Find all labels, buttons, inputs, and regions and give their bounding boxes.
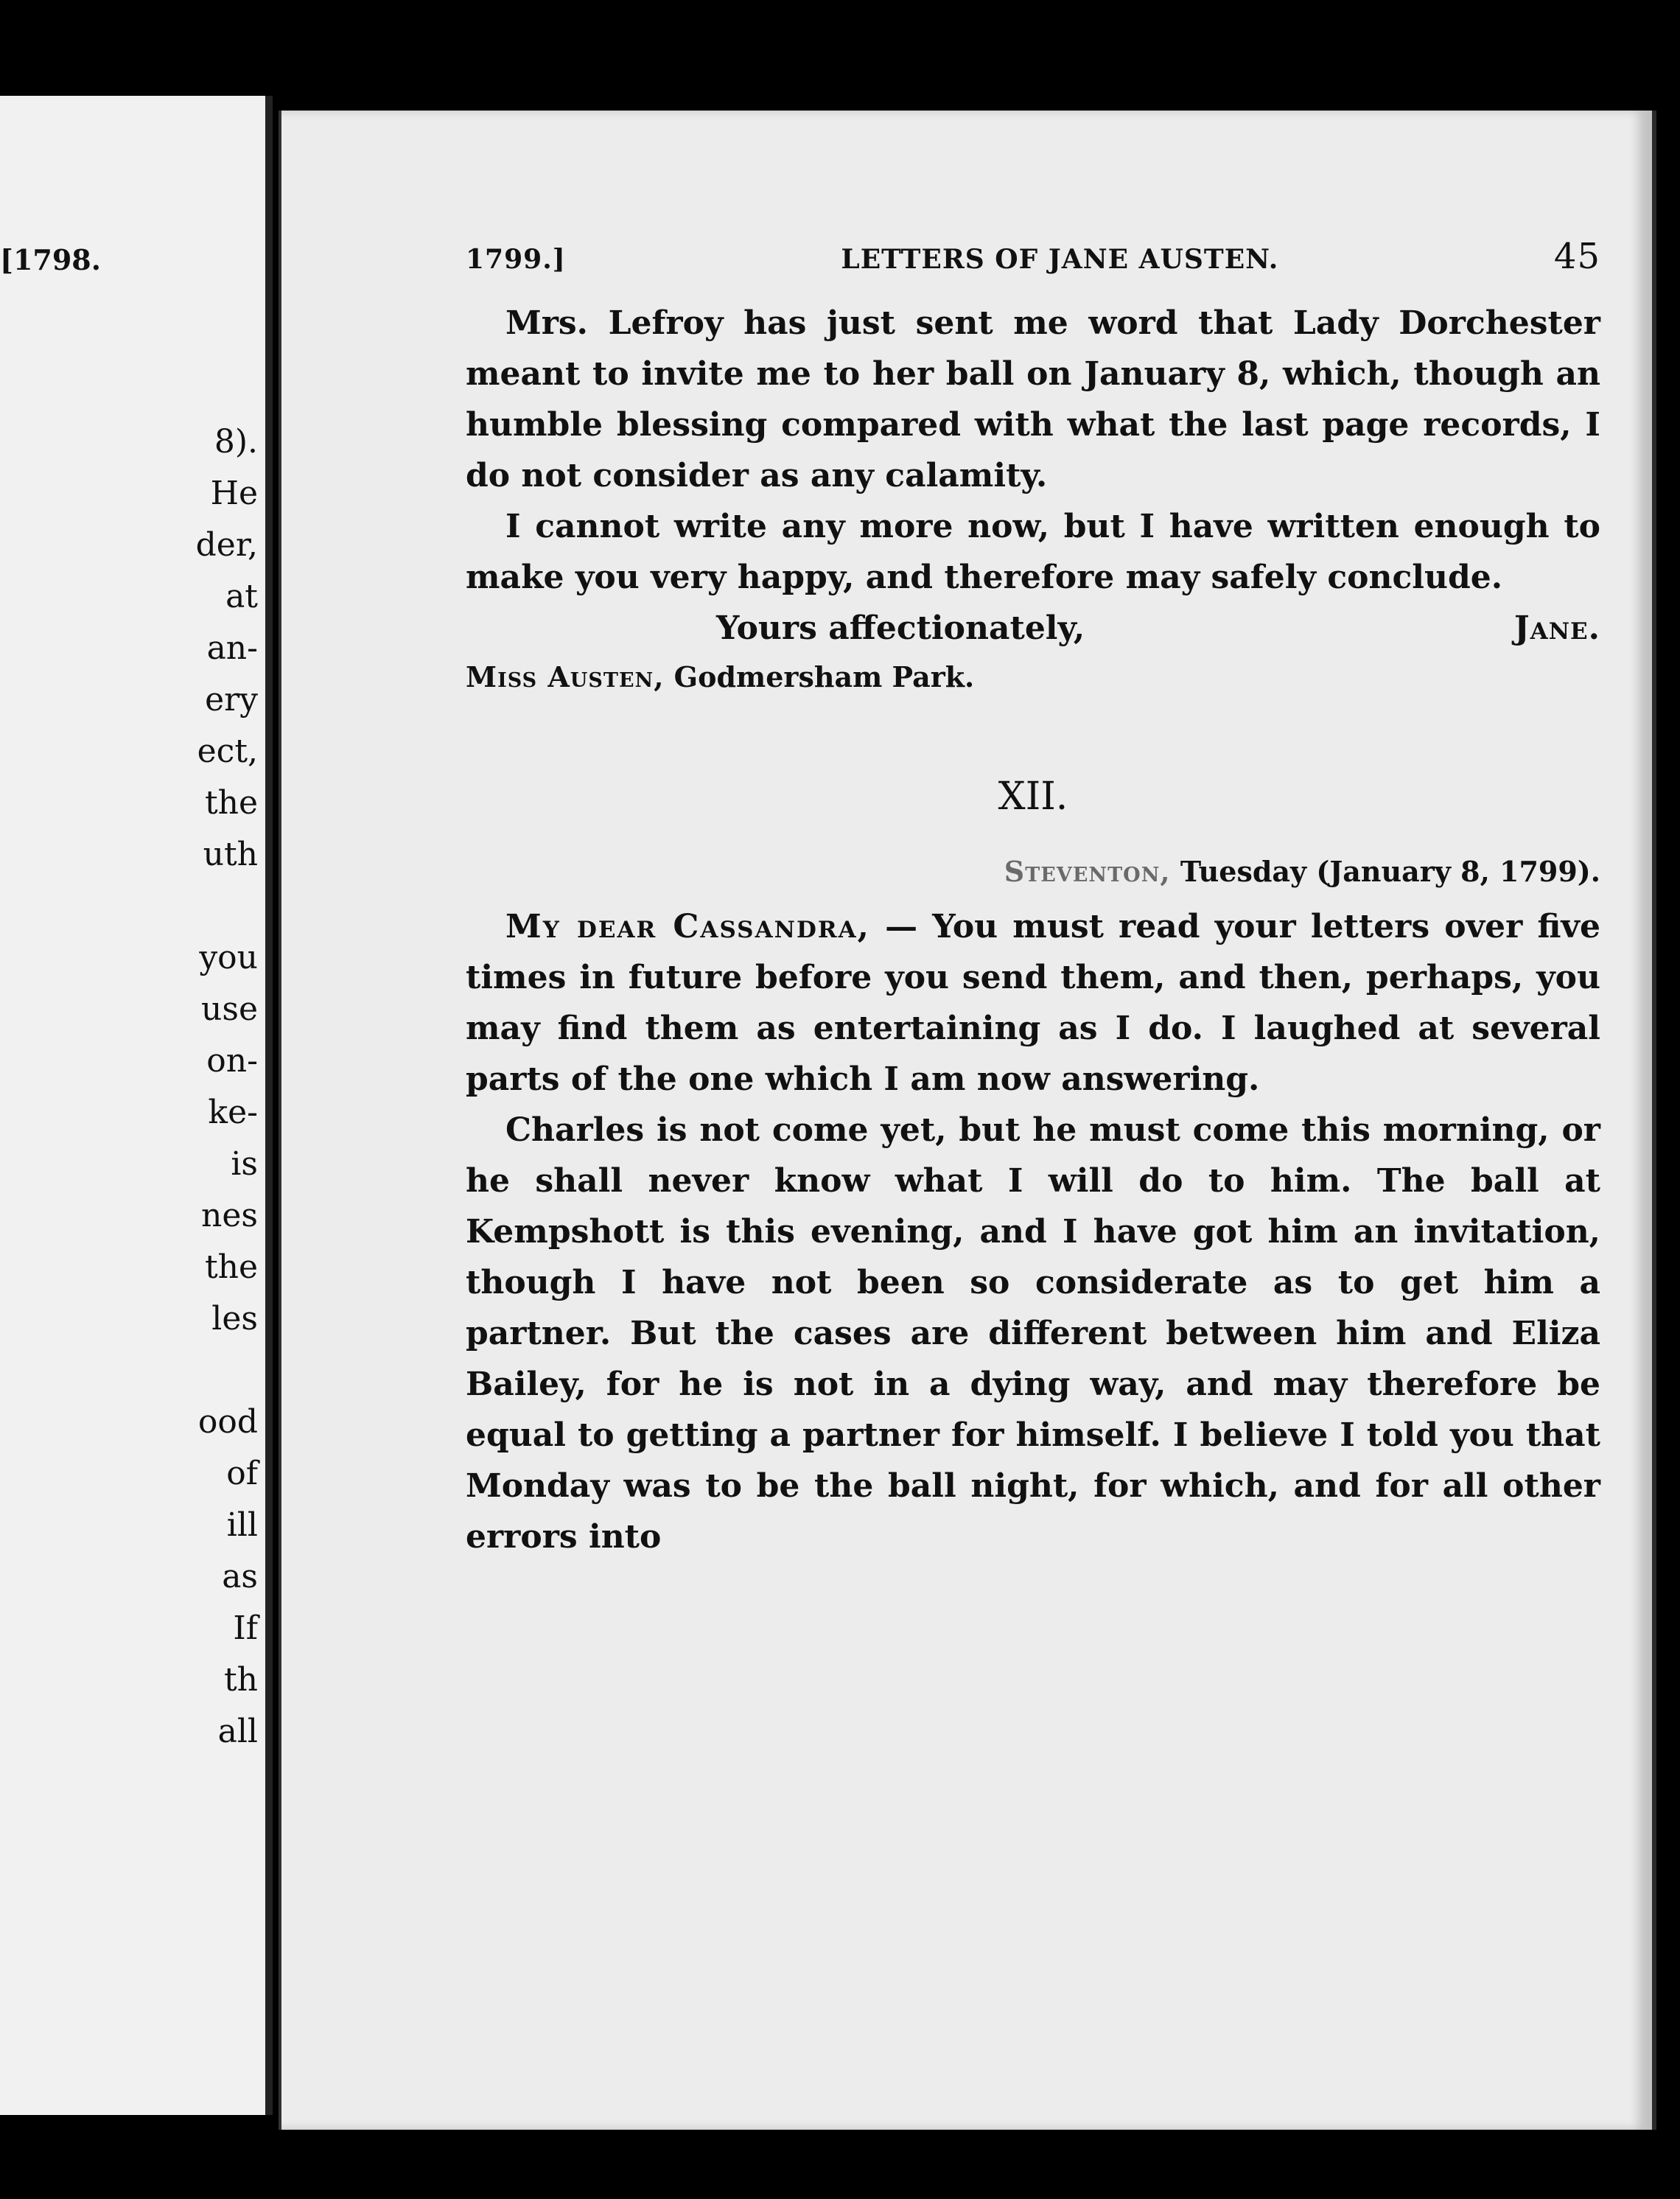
- previous-page-line: use: [201, 990, 258, 1028]
- previous-page-line: 8).: [214, 423, 258, 461]
- paragraph-salutation: [466, 901, 1600, 1105]
- previous-page-line: nes: [201, 1197, 258, 1234]
- running-head-title: LETTERS OF JANE AUSTEN.: [841, 244, 1279, 275]
- previous-page-line: ke-: [208, 1094, 258, 1131]
- previous-page-fragment: [0, 96, 273, 2115]
- dateline-date: Tuesday (January 8, 1799).: [1180, 855, 1600, 888]
- running-head: [466, 236, 1600, 277]
- previous-page-line: ery: [205, 681, 258, 719]
- previous-page-line: der,: [195, 526, 258, 564]
- signature-row: [466, 603, 1600, 654]
- previous-page-line: ood: [197, 1403, 258, 1441]
- page-number: 45: [1553, 236, 1600, 277]
- book-page: [279, 111, 1656, 2130]
- previous-page-header: [1798.: [0, 243, 101, 276]
- signature: Jane.: [1513, 609, 1600, 647]
- address-line: [466, 654, 1600, 701]
- previous-page-line: at: [225, 578, 258, 615]
- previous-page-line: is: [231, 1145, 258, 1183]
- previous-page-line: [0, 881, 265, 932]
- page-text-block: [466, 236, 1600, 1562]
- address-place: Godmersham Park.: [673, 660, 975, 693]
- previous-page-line: [0, 1345, 265, 1396]
- dateline-place: Steventon,: [1004, 855, 1171, 888]
- paragraph-conclude: I cannot write any more now, but I have written enough to make you very happy, and therefore may safely conclude.: [466, 508, 1600, 596]
- previous-page-line: all: [217, 1713, 258, 1750]
- previous-page-text: [0, 416, 265, 1758]
- salutation: My dear Cassandra,: [505, 908, 870, 945]
- letter-number: XII.: [998, 775, 1068, 819]
- dateline: [466, 848, 1600, 895]
- previous-page-line: He: [210, 475, 258, 512]
- previous-page-line: an-: [206, 629, 258, 667]
- previous-page-line: you: [199, 939, 258, 976]
- paragraph-lefroy: Mrs. Lefroy has just sent me word that Lady Dorchester meant to invite me to her ball on January 8, which, though an humble blessing compared with what the last page records, I do not consider as any calamity.: [466, 304, 1600, 494]
- closing-line: Yours affectionately,: [716, 609, 1085, 647]
- previous-page-line: of: [226, 1455, 258, 1492]
- previous-page-line: uth: [203, 836, 258, 873]
- previous-page-line: as: [222, 1558, 258, 1595]
- previous-page-line: the: [204, 1248, 258, 1286]
- paragraph-letters-text: — You must read your letters over five times in future before you send them, and then, perhaps, you may find them as entertaining as I do. I laughed at several parts of the one which I am now answering.: [466, 908, 1600, 1098]
- previous-page-line: ect,: [197, 733, 258, 770]
- previous-page-line: les: [211, 1300, 258, 1338]
- previous-page-line: the: [204, 784, 258, 822]
- address-name: Miss Austen,: [466, 660, 665, 693]
- previous-page-line: If: [233, 1609, 258, 1647]
- previous-page-line: th: [223, 1661, 258, 1699]
- previous-page-line: ill: [226, 1506, 258, 1544]
- running-head-year: 1799.]: [466, 244, 566, 275]
- previous-page-line: on-: [206, 1042, 258, 1080]
- paragraph-charles: Charles is not come yet, but he must come this morning, or he shall never know what I will do to him. The ball at Kempshott is this evening, and I have got him an invitation, though I have not been so considerate as to get him a partner. But the cases are different between him and Eliza Bailey, for he is not in a dying way, and may therefore be equal to getting a partner for himself. I believe I told you that Monday was to be the ball night, for which, and for all other errors into: [466, 1111, 1600, 1556]
